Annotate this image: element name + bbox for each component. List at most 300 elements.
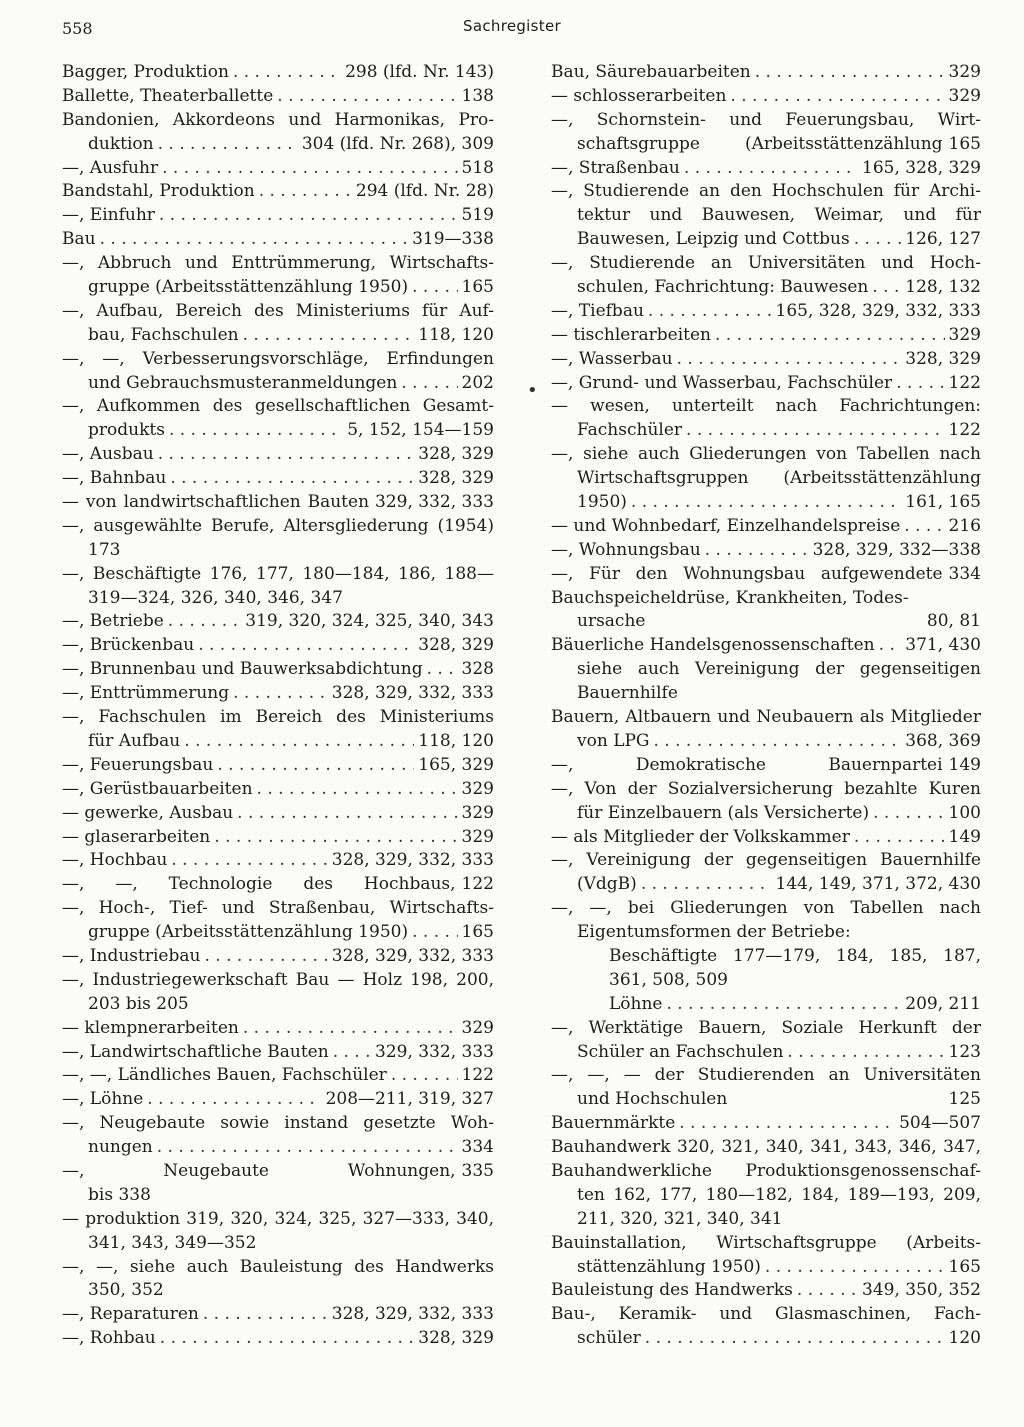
- index-entry: [62, 467, 494, 491]
- leader-dots: [873, 802, 944, 826]
- index-entry: [62, 754, 494, 778]
- index-entry: [551, 634, 981, 706]
- index-entry: [62, 204, 494, 228]
- page-references: 329: [461, 826, 494, 847]
- index-line: [62, 778, 494, 802]
- page-references: 329: [948, 324, 981, 345]
- page-references: 504—507: [899, 1113, 981, 1134]
- index-entry: [62, 157, 494, 181]
- entry-term: — schlosserarbeiten: [551, 85, 727, 106]
- entry-term: duktion: [88, 133, 154, 154]
- index-entry: [62, 1017, 494, 1041]
- index-entry: [551, 1112, 981, 1136]
- index-line: [62, 754, 494, 778]
- index-line: [62, 945, 494, 969]
- index-line: [62, 563, 494, 587]
- page-references: 126, 127: [905, 229, 981, 250]
- index-line: [62, 372, 494, 396]
- index-entry: [62, 515, 494, 563]
- index-line: [62, 993, 494, 1017]
- index-line: [551, 993, 981, 1017]
- entry-term: Bauleistung des Handwerks: [551, 1280, 793, 1301]
- leader-dots: [217, 754, 414, 778]
- entry-term: Wirtschaftsgruppen (Arbeitsstättenzählung: [577, 468, 981, 489]
- leader-dots: [677, 348, 902, 372]
- index-line: [551, 1160, 981, 1184]
- leader-dots: [787, 1041, 944, 1065]
- leader-dots: [170, 467, 414, 491]
- leader-dots: [203, 1303, 328, 1327]
- index-entry: [62, 395, 494, 443]
- index-line: [551, 563, 981, 587]
- index-line: [551, 515, 981, 539]
- entry-term: ten 162, 177, 180—182, 184, 189—193, 209,: [577, 1184, 981, 1205]
- entry-term: —, Werktätige Bauern, Soziale Herkunft der: [551, 1017, 981, 1038]
- entry-term: — wesen, unterteilt nach Fachrichtungen:: [551, 396, 981, 417]
- index-entry: [551, 706, 981, 754]
- page-references: 149: [948, 826, 981, 847]
- index-entry: [62, 1256, 494, 1304]
- leader-dots: [162, 157, 457, 181]
- entry-term: Fachschüler: [577, 420, 683, 441]
- page-references: 368, 369: [905, 730, 981, 751]
- entry-term: —, Tiefbau: [551, 300, 644, 321]
- entry-term: Bäuerliche Handelsgenossenschaften: [551, 635, 875, 656]
- entry-term: und Hochschulen: [577, 1089, 728, 1110]
- entry-term: Bauern, Altbauern und Neubauern als Mitglieder: [551, 707, 981, 728]
- entry-term: —, —, bei Gliederungen von Tabellen nach: [551, 898, 981, 919]
- index-entry: [551, 157, 981, 181]
- entry-term: Bauhandwerkliche Produktionsgenossenschaf-: [551, 1160, 981, 1181]
- entry-term: —, Studierende an Universitäten und Hoch-: [551, 253, 981, 274]
- leader-dots: [879, 634, 902, 658]
- index-entry: [551, 348, 981, 372]
- page-references: 304 (lfd. Nr. 268), 309: [301, 133, 494, 154]
- index-line: [551, 491, 981, 515]
- page-references: 329, 332, 333: [375, 492, 494, 513]
- index-line: [62, 1303, 494, 1327]
- index-line: [62, 1136, 494, 1160]
- entry-term: —, Brückenbau: [62, 635, 195, 656]
- index-line: [551, 300, 981, 324]
- entry-term: 173: [88, 539, 121, 560]
- index-line: [551, 1088, 981, 1112]
- leader-dots: [237, 802, 457, 826]
- entry-term: gruppe (Arbeitsstättenzählung 1950): [88, 277, 409, 298]
- leader-dots: [896, 372, 944, 396]
- leader-dots: [233, 682, 328, 706]
- leader-dots: [797, 1279, 858, 1303]
- entry-term: bis 338: [88, 1184, 151, 1205]
- page-references: 328, 329: [418, 1328, 494, 1349]
- index-entry: [62, 1303, 494, 1327]
- index-entry: [551, 372, 981, 396]
- leader-dots: [158, 133, 298, 157]
- leader-dots: [243, 324, 415, 348]
- index-entry: [551, 85, 981, 109]
- index-line: [551, 587, 981, 611]
- index-line: [551, 1303, 981, 1327]
- entry-term: für Einzelbauern (als Versicherte): [577, 802, 870, 823]
- entry-term: Bau: [62, 229, 96, 250]
- page-references: 161, 165: [905, 492, 981, 513]
- page-references: 329: [461, 778, 494, 799]
- index-entry: [551, 563, 981, 587]
- entry-term: nungen: [88, 1137, 153, 1158]
- index-line: [551, 276, 981, 300]
- entry-term: — und Wohnbedarf, Einzelhandelspreise: [551, 515, 901, 536]
- index-line: [62, 706, 494, 730]
- index-entry: [551, 515, 981, 539]
- entry-term: Ballette, Theaterballette: [62, 85, 274, 106]
- index-line: [551, 443, 981, 467]
- entry-term: bau, Fachschulen: [88, 324, 239, 345]
- entry-term: Bauhandwerk 320, 321, 340, 341, 343, 346, 347,: [551, 1137, 981, 1158]
- index-entry: [62, 228, 494, 252]
- entry-term: Bandonien, Akkordeons und Harmonikas, Pro-: [62, 109, 494, 130]
- index-line: [62, 252, 494, 276]
- page-references: 349, 350, 352: [862, 1280, 981, 1301]
- leader-dots: [715, 324, 945, 348]
- index-line: [551, 1112, 981, 1136]
- index-line: [62, 515, 494, 539]
- index-line: [62, 467, 494, 491]
- page-references: 328, 329, 332, 333: [331, 683, 494, 704]
- entry-term: —, —, Technologie des Hochbaus,: [62, 874, 456, 895]
- index-line: [62, 826, 494, 850]
- page-references: 216: [948, 515, 981, 536]
- index-entry: [551, 1064, 981, 1112]
- index-line: [551, 754, 981, 778]
- entry-term: — von landwirtschaftlichen Bauten: [62, 492, 370, 513]
- index-line: [551, 1017, 981, 1041]
- entry-term: —, Vereinigung der gegenseitigen Bauernhilfe: [551, 850, 981, 871]
- index-entry: [551, 1017, 981, 1065]
- index-entry: [62, 563, 494, 611]
- page-references: 5, 152, 154—159: [347, 420, 494, 441]
- page-references: 328, 329: [418, 635, 494, 656]
- index-line: [551, 1232, 981, 1256]
- index-entry: [62, 1327, 494, 1351]
- page-references: 80, 81: [926, 611, 981, 632]
- index-line: [551, 849, 981, 873]
- leader-dots: [214, 826, 457, 850]
- index-entry: [551, 1303, 981, 1351]
- entry-term: —, Brunnenbau und Bauwerksabdichtung: [62, 659, 423, 680]
- index-entry: [62, 180, 494, 204]
- page-references: 328, 329, 332, 333: [331, 850, 494, 871]
- leader-dots: [872, 276, 901, 300]
- entry-term: —, Betriebe: [62, 611, 164, 632]
- page-references: 165: [948, 1256, 981, 1277]
- index-line: [62, 1184, 494, 1208]
- entry-term: Bauernhilfe: [577, 683, 678, 704]
- index-entry: [62, 1112, 494, 1160]
- index-line: [62, 897, 494, 921]
- entry-term: —, —, Ländliches Bauen, Fachschüler: [62, 1065, 387, 1086]
- index-entry: [551, 826, 981, 850]
- entry-term: —, Einfuhr: [62, 205, 155, 226]
- page-references: 518: [461, 157, 494, 178]
- entry-term: schaftsgruppe (Arbeitsstättenzählung: [577, 133, 943, 154]
- page-references: 165, 328, 329: [862, 157, 981, 178]
- index-line: [551, 921, 981, 945]
- leader-dots: [765, 1256, 945, 1280]
- page-header: [0, 14, 1024, 44]
- index-line: [551, 1136, 981, 1160]
- index-line: [62, 324, 494, 348]
- page-references: 165: [461, 922, 494, 943]
- index-line: [551, 610, 981, 634]
- page-references: 319, 320, 324, 325, 340, 343: [245, 611, 494, 632]
- leader-dots: [391, 1064, 458, 1088]
- leader-dots: [100, 228, 409, 252]
- entry-term: — produktion 319, 320, 324, 325, 327—333, 340,: [62, 1208, 494, 1229]
- entry-term: —, Löhne: [62, 1089, 144, 1110]
- leader-dots: [171, 849, 327, 873]
- index-entry: [62, 348, 494, 396]
- entry-term: Bagger, Produktion: [62, 62, 229, 82]
- index-line: [62, 802, 494, 826]
- index-line: [551, 157, 981, 181]
- index-entry: [62, 491, 494, 515]
- index-entry: [62, 610, 494, 634]
- index-line: [551, 228, 981, 252]
- leader-dots: [168, 610, 242, 634]
- index-entry: [62, 849, 494, 873]
- index-line: [62, 730, 494, 754]
- page-number: 558: [62, 19, 93, 38]
- entry-term: —, siehe auch Gliederungen von Tabellen nach: [551, 444, 981, 465]
- index-line: [62, 276, 494, 300]
- index-entry: [551, 587, 981, 635]
- leader-dots: [654, 730, 902, 754]
- leader-dots: [631, 491, 901, 515]
- index-entry: [551, 1136, 981, 1160]
- index-entry: [551, 754, 981, 778]
- index-line: [62, 873, 494, 897]
- entry-term: Bauchspeicheldrüse, Krankheiten, Todes-: [551, 587, 909, 608]
- index-line: [551, 372, 981, 396]
- index-column-right: [551, 61, 981, 1351]
- entry-term: —, Landwirtschaftliche Bauten: [62, 1041, 329, 1062]
- leader-dots: [157, 1136, 458, 1160]
- index-entry: [62, 1160, 494, 1208]
- page-references: 165: [948, 133, 981, 154]
- page-references: 128, 132: [905, 277, 981, 298]
- leader-dots: [705, 539, 809, 563]
- page-references: 328, 329, 332, 333: [331, 1304, 494, 1325]
- index-line: [62, 1160, 494, 1184]
- index-line: [62, 109, 494, 133]
- entry-term: —, Reparaturen: [62, 1304, 199, 1325]
- index-line: [62, 1208, 494, 1232]
- index-line: [62, 419, 494, 443]
- index-line: [62, 969, 494, 993]
- entry-term: Bandstahl, Produktion: [62, 181, 255, 202]
- entry-term: 203 bis 205: [88, 993, 189, 1014]
- index-entry: [551, 180, 981, 252]
- index-entry: [551, 109, 981, 157]
- page-references: 371, 430: [905, 635, 981, 656]
- entry-term: —, Gerüstbauarbeiten: [62, 778, 253, 799]
- index-line: [62, 658, 494, 682]
- page-references: 328, 329: [418, 468, 494, 489]
- leader-dots: [333, 1041, 371, 1065]
- index-line: [551, 1041, 981, 1065]
- entry-term: — klempnerarbeiten: [62, 1017, 239, 1038]
- index-entry: [551, 897, 981, 1016]
- leader-dots: [147, 1088, 321, 1112]
- index-line: [62, 587, 494, 611]
- page-references: 329: [461, 1017, 494, 1038]
- page-references: 328, 329, 332, 333: [331, 945, 494, 966]
- leader-dots: [412, 921, 457, 945]
- index-entry: [551, 252, 981, 300]
- entry-term: und Gebrauchsmusteranmeldungen: [88, 372, 398, 393]
- index-line: [62, 348, 494, 372]
- index-line: [62, 634, 494, 658]
- index-line: [551, 133, 981, 157]
- entry-term: Bau, Säurebauarbeiten: [551, 62, 751, 82]
- entry-term: —, Industriegewerkschaft Bau — Holz 198, 200,: [62, 969, 494, 990]
- index-entry: [62, 873, 494, 897]
- entry-term: —, ausgewählte Berufe, Altersgliederung (1954): [62, 515, 494, 536]
- index-line: [62, 1256, 494, 1280]
- index-line: [551, 324, 981, 348]
- page-references: 138: [461, 85, 494, 106]
- entry-term: —, Von der Sozialversicherung bezahlte Kuren: [551, 778, 981, 799]
- page-references: 328, 329: [418, 444, 494, 465]
- index-entry: [62, 826, 494, 850]
- entry-term: Bauernmärkte: [551, 1113, 676, 1134]
- leader-dots: [259, 180, 352, 204]
- entry-term: Beschäftigte 177—179, 184, 185, 187,: [609, 945, 981, 966]
- entry-term: —, Neugebaute sowie instand gesetzte Woh-: [62, 1113, 494, 1134]
- index-line: [62, 1279, 494, 1303]
- entry-term: —, Aufbau, Bereich des Ministeriums für Auf-: [62, 300, 494, 321]
- entry-term: schüler: [577, 1328, 641, 1349]
- index-line: [62, 539, 494, 563]
- index-line: [62, 85, 494, 109]
- leader-dots: [641, 873, 772, 897]
- index-entry: [62, 443, 494, 467]
- entry-term: —, Ausfuhr: [62, 157, 159, 178]
- leader-dots: [233, 61, 341, 85]
- entry-term: —, Enttrümmerung: [62, 683, 230, 704]
- index-line: [62, 1088, 494, 1112]
- entry-term: stättenzählung 1950): [577, 1256, 761, 1277]
- index-line: [62, 682, 494, 706]
- leader-dots: [755, 61, 945, 85]
- page-references: 328: [461, 659, 494, 680]
- entry-term: —, Demokratische Bauernpartei: [551, 754, 943, 775]
- index-line: [551, 1208, 981, 1232]
- page-references: 334: [948, 563, 981, 584]
- leader-dots: [679, 1112, 895, 1136]
- index-line: [551, 897, 981, 921]
- index-line: [551, 1184, 981, 1208]
- page-references: 165: [461, 277, 494, 298]
- entry-term: —, Grund- und Wasserbau, Fachschüler: [551, 372, 893, 393]
- page-references: 125: [948, 1089, 981, 1110]
- page-references: 328, 329, 332—338: [812, 539, 981, 560]
- index-line: [62, 180, 494, 204]
- index-entry: [62, 778, 494, 802]
- leader-dots: [257, 778, 458, 802]
- page-references: 120: [948, 1328, 981, 1349]
- leader-dots: [412, 276, 457, 300]
- entry-term: —, Bahnbau: [62, 468, 167, 489]
- index-entry: [551, 1279, 981, 1303]
- index-entry: [551, 395, 981, 443]
- leader-dots: [277, 85, 457, 109]
- index-entry: [62, 1064, 494, 1088]
- page-references: 335: [461, 1160, 494, 1181]
- entry-term: —, Industriebau: [62, 945, 201, 966]
- index-line: [551, 419, 981, 443]
- index-entry: [551, 1232, 981, 1280]
- index-entry: [62, 682, 494, 706]
- index-line: [551, 945, 981, 969]
- leader-dots: [158, 443, 415, 467]
- leader-dots: [648, 300, 772, 324]
- index-entry: [551, 849, 981, 897]
- leader-dots: [401, 372, 457, 396]
- entry-term: —, Feuerungsbau: [62, 754, 214, 775]
- index-line: [62, 491, 494, 515]
- entry-term: —, Wohnungsbau: [551, 539, 701, 560]
- index-line: [62, 1232, 494, 1256]
- index-entry: [62, 1208, 494, 1256]
- index-entry: [62, 634, 494, 658]
- index-entry: [551, 539, 981, 563]
- entry-term: —, Hochbau: [62, 850, 168, 871]
- entry-term: siehe auch Vereinigung der gegenseitigen: [577, 659, 981, 680]
- index-entry: [62, 1088, 494, 1112]
- leader-dots: [645, 1327, 945, 1351]
- index-entry: [551, 324, 981, 348]
- entry-term: —, Schornstein- und Feuerungsbau, Wirt-: [551, 109, 981, 130]
- index-entry: [62, 897, 494, 945]
- leader-dots: [160, 1327, 415, 1351]
- index-line: [62, 1041, 494, 1065]
- entry-term: Löhne: [609, 993, 663, 1014]
- page-references: 334: [461, 1137, 494, 1158]
- entry-term: —, Straßenbau: [551, 157, 680, 178]
- index-line: [551, 1064, 981, 1088]
- index-entry: [62, 109, 494, 157]
- entry-term: ursache: [577, 611, 646, 632]
- index-entry: [551, 443, 981, 515]
- entry-term: —, —, Verbesserungsvorschläge, Erfindungen: [62, 348, 494, 369]
- index-line: [551, 1327, 981, 1351]
- index-line: [551, 252, 981, 276]
- entry-term: produkts: [88, 420, 165, 441]
- index-entry: [551, 300, 981, 324]
- entry-term: —, Rohbau: [62, 1328, 156, 1349]
- entry-term: 211, 320, 321, 340, 341: [577, 1208, 783, 1229]
- index-line: [62, 1064, 494, 1088]
- page-references: 144, 149, 371, 372, 430: [775, 874, 981, 895]
- index-entry: [62, 706, 494, 754]
- entry-term: — glaserarbeiten: [62, 826, 211, 847]
- index-line: [551, 1279, 981, 1303]
- page-references: 165, 329: [418, 754, 494, 775]
- page-references: 328, 329: [905, 348, 981, 369]
- index-entry: [62, 969, 494, 1017]
- index-column-left: [62, 61, 494, 1351]
